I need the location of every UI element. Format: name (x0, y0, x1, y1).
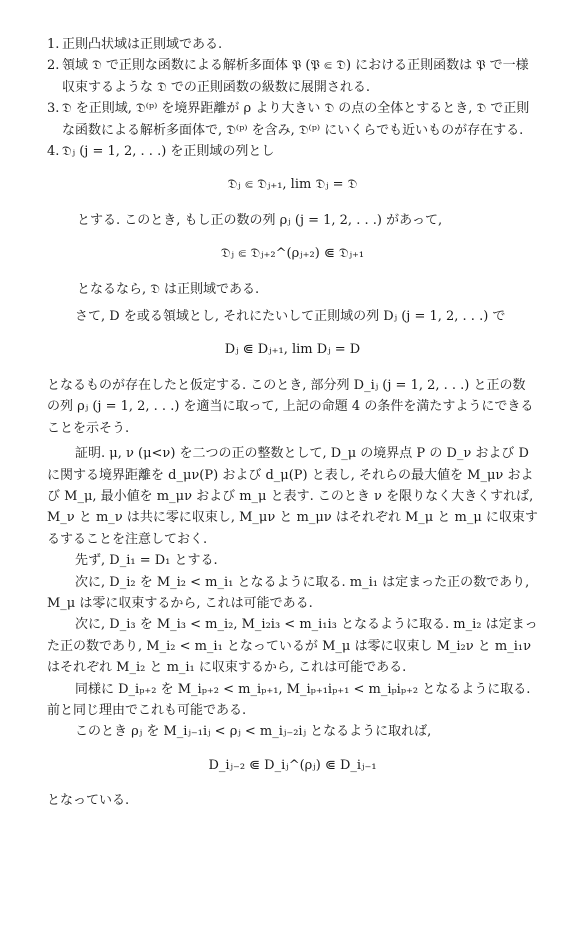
paragraph-proof: 証明. μ, ν (μ<ν) を二つの正の整数として, D_μ の境界点 P の D_ν および D に関する境界距離を d_μν(P) および d_μ(P) と表し, それらの最大値を M_μν および M_μ, 最小値を m_μν および m_μ と表す. このとき ν を限りなく大きくすれば, M_ν と m_ν は共に零に収束し, M_μν と m_μν はそれぞれ M_μ と m_μ に収束するすることを注意しておく. (47, 446, 538, 547)
paragraph-step-general: 同様に D_iₚ₊₂ を M_iₚ₊₂ < m_iₚ₊₁, M_iₚ₊₁iₚ₊₁ < m_iₚiₚ₊₂ となるように取る. 前と同じ理由でこれも可能である. (47, 681, 531, 718)
list-item-3 (47, 98, 538, 141)
paragraph-final: となっている. (47, 793, 130, 809)
item-text: 𝔇ⱼ (j = 1, 2, . . .) を正則域の列とし (62, 144, 275, 160)
equation-1: 𝔇ⱼ ⋐ 𝔇ⱼ₊₁, lim 𝔇ⱼ = 𝔇 (227, 177, 358, 193)
list-item-4 (47, 141, 538, 162)
equation-3: Dⱼ ⋐ Dⱼ₊₁, lim Dⱼ = D (224, 342, 361, 358)
item-number: 4. (47, 144, 60, 160)
item-text: 正則凸状域は正則域である. (62, 37, 223, 52)
conclusion-text: となるなら, 𝔇 は正則域である. (77, 281, 260, 297)
condition-text: とする. このとき, もし正の数の列 ρⱼ (j = 1, 2, . . .) があって, (77, 212, 443, 228)
paragraph-step-1: 先ず, D_i₁ = D₁ とする. (75, 553, 218, 569)
equation-4: D_iⱼ₋₂ ⋐ D_iⱼ^(ρⱼ) ⋐ D_iⱼ₋₁ (208, 757, 377, 773)
paragraph-claim: となるものが存在したと仮定する. このとき, 部分列 D_iⱼ (j = 1, 2, . . .) と正の数の列 ρⱼ (j = 1, 2, . . .) を適当に取って, 上記の命題 4 の条件を満たすようにできることを示そう. (47, 377, 534, 436)
list-item-1 (47, 34, 538, 55)
paragraph-step-2: 次に, D_i₂ を M_i₂ < m_i₁ となるように取る. m_i₁ は定まった正の数であり, M_μ は零に収束するから, これは可能である. (47, 574, 530, 611)
paragraph-step-3: 次に, D_i₃ を M_i₃ < m_i₂, M_i₂i₃ < m_i₁i₃ となるように取る. m_i₂ は定まった正の数であり, M_i₂ < m_i₁ となっているが M_μ は零に収束し M_i₂ν と m_i₁ν はそれぞれ M_i₂ と m_i₁ に収束するから, これは可能である. (47, 617, 538, 676)
item-text: 𝔇 を正則域, 𝔇⁽ᵖ⁾ を境界距離が ρ より大きい 𝔇 の点の全体とするとき, 𝔇 で正則な函数による解析多面体で, 𝔇⁽ᵖ⁾ を含み, 𝔇⁽ᵖ⁾ にいくらでも近いものが存在する. (62, 101, 530, 138)
paragraph-assumption: さて, D を或る領域とし, それにたいして正則域の列 Dⱼ (j = 1, 2, . . .) で (75, 309, 506, 325)
item-number: 1. (47, 37, 60, 52)
list-item-2 (47, 55, 538, 98)
item-number: 3. (47, 101, 60, 117)
equation-2: 𝔇ⱼ ⋐ 𝔇ⱼ₊₂^(ρⱼ₊₂) ⋐ 𝔇ⱼ₊₁ (220, 246, 365, 262)
paragraph-rho-choice: このとき ρⱼ を M_iⱼ₋₁iⱼ < ρⱼ < m_iⱼ₋₂iⱼ となるように取れば, (75, 724, 432, 740)
item-text: 領域 𝔇 で正則な函数による解析多面体 𝔓 (𝔓 ⋐ 𝔇) における正則函数は 𝔓 で一様収束するような 𝔇 での正則函数の級数に展開される. (62, 58, 529, 95)
item-number: 2. (47, 58, 60, 74)
